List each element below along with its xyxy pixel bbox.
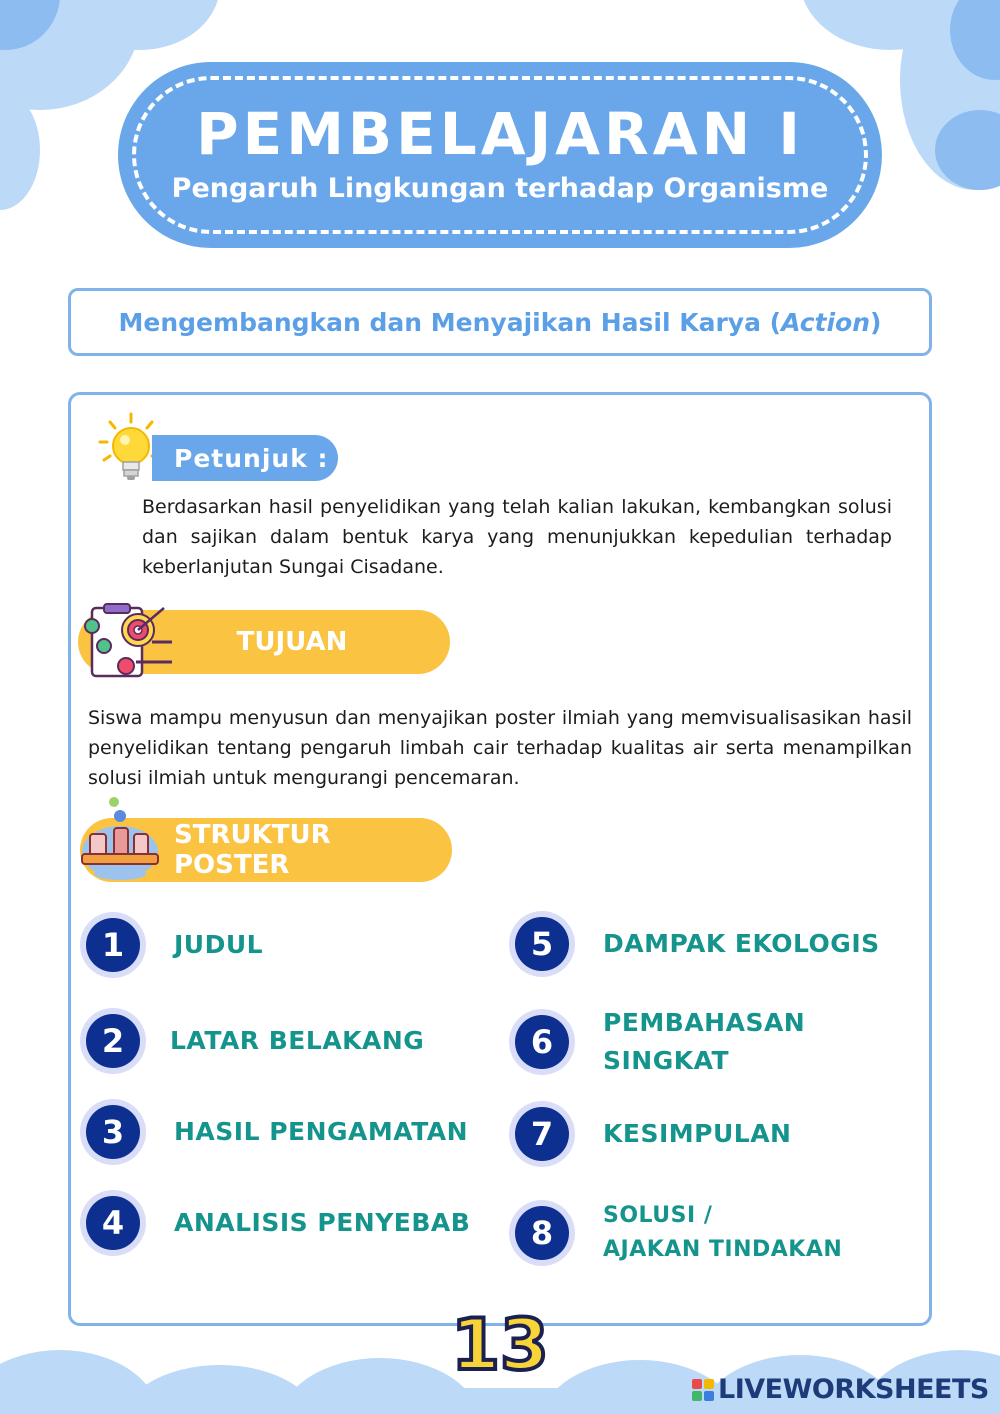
number-badge: 6 xyxy=(509,1009,575,1075)
list-item-label: LATAR BELAKANG xyxy=(170,1026,425,1055)
list-item-label-line1: PEMBAHASAN xyxy=(603,1008,806,1037)
list-item-label xyxy=(603,1199,842,1267)
list-item-label: DAMPAK EKOLOGIS xyxy=(603,929,880,958)
list-item-label: ANALISIS PENYEBAB xyxy=(174,1208,471,1237)
section-label-box xyxy=(68,288,932,356)
list-item-label xyxy=(603,1004,805,1080)
list-item-label-line1: SOLUSI / xyxy=(603,1203,713,1228)
petunjuk-heading: Petunjuk : xyxy=(152,435,338,481)
list-item-1 xyxy=(80,912,263,978)
section-label-end: ) xyxy=(870,307,882,337)
list-item-label-line2: SINGKAT xyxy=(603,1046,730,1075)
list-item-3 xyxy=(80,1099,468,1165)
struktur-heading: STRUKTUR POSTER xyxy=(80,818,452,882)
number-badge: 4 xyxy=(80,1190,146,1256)
tujuan-text: Siswa mampu menyusun dan menyajikan poster ilmiah yang memvisualisasikan hasil penyelidikan tentang pengaruh limbah cair terhadap kualitas air serta menampilkan solusi ilmiah untuk mengurangi pencemaran. xyxy=(88,707,912,789)
list-item-4 xyxy=(80,1190,470,1256)
section-label-italic: Action xyxy=(781,307,871,337)
page-subtitle: Pengaruh Lingkungan terhadap Organisme xyxy=(171,173,829,204)
tujuan-heading: TUJUAN xyxy=(78,610,450,674)
list-item-8 xyxy=(509,1199,842,1267)
number-badge: 7 xyxy=(509,1101,575,1167)
list-item-5 xyxy=(509,911,880,977)
lab-icon xyxy=(80,794,160,882)
list-item-6 xyxy=(509,1004,805,1080)
list-item-label: HASIL PENGAMATAN xyxy=(174,1117,469,1146)
liveworksheets-logo[interactable] xyxy=(692,1374,989,1405)
list-item-label-line2: AJAKAN TINDAKAN xyxy=(603,1237,843,1262)
petunjuk-text: Berdasarkan hasil penyelidikan yang telah kalian lakukan, kembangkan solusi dan sajikan dalam bentuk karya yang menunjukkan kepedulian terhadap keberlanjutan Sungai Cisadane. xyxy=(142,496,892,578)
number-badge: 8 xyxy=(509,1200,575,1266)
list-item-2 xyxy=(80,1008,424,1074)
list-item-label: JUDUL xyxy=(174,930,264,959)
page-number: 13 xyxy=(451,1304,549,1386)
number-badge: 3 xyxy=(80,1099,146,1165)
list-item-label: KESIMPULAN xyxy=(603,1119,792,1148)
section-label: Mengembangkan dan Menyajikan Hasil Karya ( xyxy=(118,307,782,337)
page-title: PEMBELAJARAN I xyxy=(196,100,804,168)
number-badge: 2 xyxy=(80,1008,146,1074)
checklist-target-icon xyxy=(82,602,174,680)
number-badge: 5 xyxy=(509,911,575,977)
liveworksheets-mark-icon xyxy=(692,1379,714,1401)
brand-name: LIVEWORKSHEETS xyxy=(718,1374,989,1405)
list-item-7 xyxy=(509,1101,791,1167)
number-badge: 1 xyxy=(80,912,146,978)
